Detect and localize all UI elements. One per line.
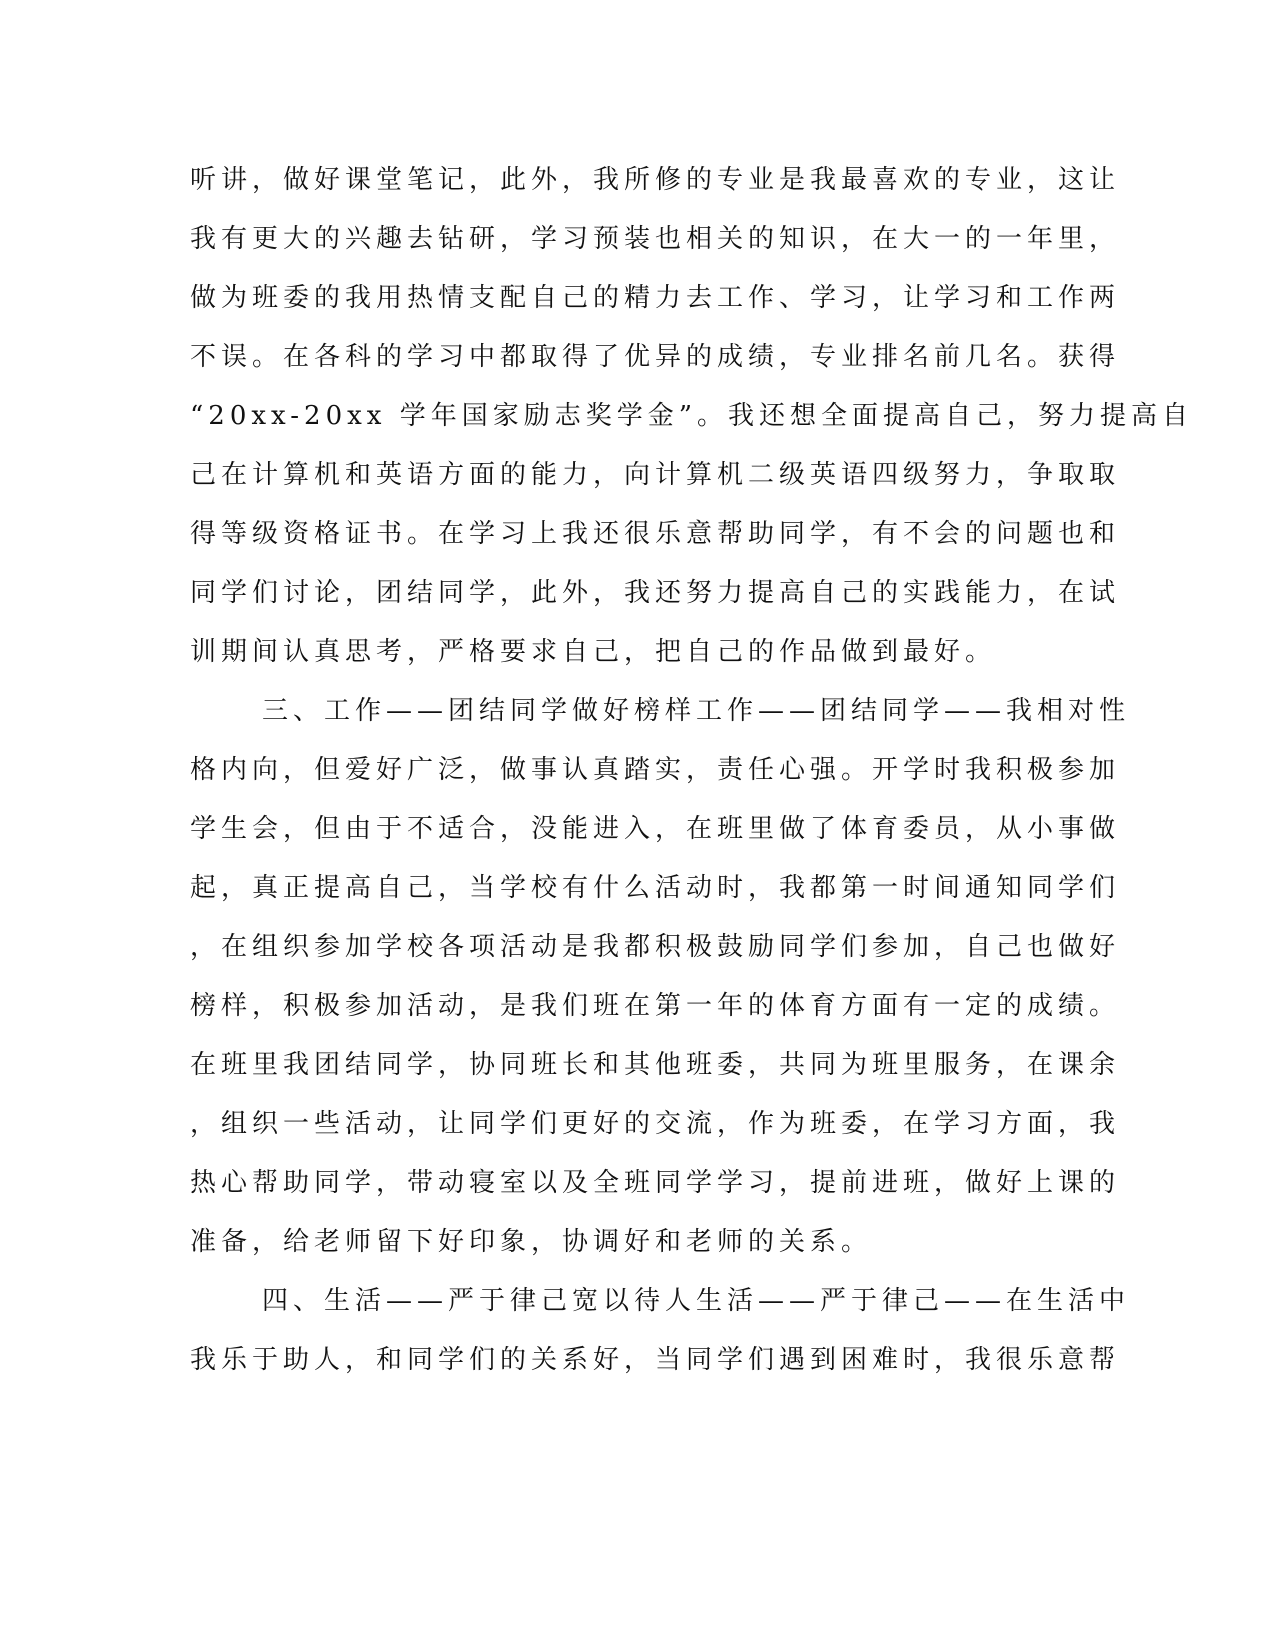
text-line: 格内向，但爱好广泛，做事认真踏实，责任心强。开学时我积极参加 xyxy=(190,755,1121,785)
text-line: 不误。在各科的学习中都取得了优异的成绩，专业排名前几名。获得 xyxy=(190,342,1121,372)
section-heading-life: 四、生活——严于律己宽以待人生活——严于律己——在生活中 xyxy=(262,1286,1131,1316)
text-line: 听讲，做好课堂笔记，此外，我所修的专业是我最喜欢的专业，这让 xyxy=(190,165,1121,195)
text-line: ，组织一些活动，让同学们更好的交流，作为班委，在学习方面，我 xyxy=(190,1109,1121,1139)
text-line: 做为班委的我用热情支配自己的精力去工作、学习，让学习和工作两 xyxy=(190,283,1121,313)
text-line: 己在计算机和英语方面的能力，向计算机二级英语四级努力，争取取 xyxy=(190,460,1121,490)
text-line: 我乐于助人，和同学们的关系好，当同学们遇到困难时，我很乐意帮 xyxy=(190,1345,1121,1375)
text-line: 榜样，积极参加活动，是我们班在第一年的体育方面有一定的成绩。 xyxy=(190,991,1121,1021)
text-line: 起，真正提高自己，当学校有什么活动时，我都第一时间通知同学们 xyxy=(190,873,1121,903)
text-line: “20xx-20xx 学年国家励志奖学金”。我还想全面提高自己，努力提高自 xyxy=(190,401,1193,431)
text-line: ，在组织参加学校各项活动是我都积极鼓励同学们参加，自己也做好 xyxy=(190,932,1121,962)
text-line: 同学们讨论，团结同学，此外，我还努力提高自己的实践能力，在试 xyxy=(190,578,1121,608)
text-line: 得等级资格证书。在学习上我还很乐意帮助同学，有不会的问题也和 xyxy=(190,519,1121,549)
section-heading-work: 三、工作——团结同学做好榜样工作——团结同学——我相对性 xyxy=(262,696,1131,726)
text-line: 准备，给老师留下好印象，协调好和老师的关系。 xyxy=(190,1227,873,1257)
text-line: 学生会，但由于不适合，没能进入，在班里做了体育委员，从小事做 xyxy=(190,814,1121,844)
text-line: 我有更大的兴趣去钻研，学习预装也相关的知识，在大一的一年里， xyxy=(190,224,1121,254)
text-line: 在班里我团结同学，协同班长和其他班委，共同为班里服务，在课余 xyxy=(190,1050,1121,1080)
text-line: 训期间认真思考，严格要求自己，把自己的作品做到最好。 xyxy=(190,637,997,667)
text-line: 热心帮助同学，带动寝室以及全班同学学习，提前进班，做好上课的 xyxy=(190,1168,1121,1198)
